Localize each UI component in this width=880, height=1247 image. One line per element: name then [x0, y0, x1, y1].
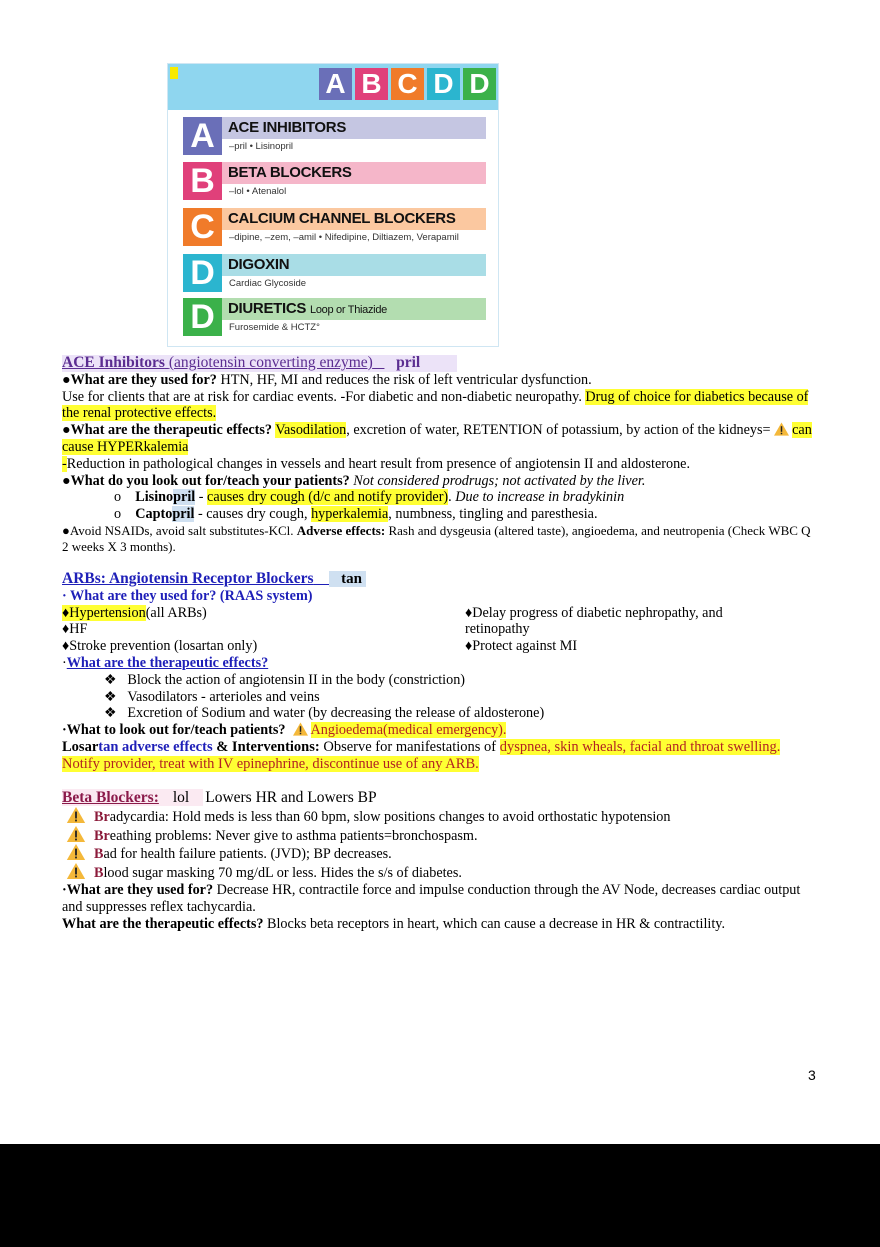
header-letter-d: D [427, 68, 460, 100]
highlight-text: can cause HYPERkalemia [62, 422, 812, 455]
clients-text: Use for clients that are at risk for cardiac events. -For diabetic and non-diabetic neuropathy. [62, 388, 586, 405]
beta-suffix: lol [159, 789, 203, 806]
class-letter: C [183, 208, 222, 246]
answer-text: Blocks beta receptors in heart, which can cause a decrease in HR & contractility. [263, 915, 726, 932]
arb-teach [62, 722, 820, 739]
arb-losartan-adverse [62, 739, 820, 773]
highlight-text: hyperkalemia [311, 506, 389, 523]
ace-clients [62, 389, 820, 423]
answer-text: Decrease HR, contractile force and impulse conduction through the AV Node, decreases cardiac output and suppresses reflex tachycardia. [62, 881, 801, 915]
warning-icon [66, 863, 86, 879]
ace-title-bold: ACE Inhibitors [62, 354, 165, 371]
arb-title-line [62, 571, 820, 588]
arb-title-text: ARBs: Angiotensin Receptor Blockers [62, 570, 314, 587]
item-text: Vasodilators - arterioles and veins [127, 688, 320, 705]
sep: - [195, 489, 208, 506]
arb-use-item: ♦Protect against MI [465, 638, 578, 655]
drug-class-row [183, 208, 486, 246]
item-text: ♦HF [62, 621, 88, 638]
answer-text: HTN, HF, MI and reduces the risk of left ventricular dysfunction. [216, 371, 592, 388]
question-label: ●What are the therapeutic effects? [62, 422, 273, 439]
dot: · [62, 654, 67, 671]
bullet: ❖ [104, 688, 117, 705]
arb-suffix: tan [329, 571, 366, 587]
observe-text: Observe for manifestations of [319, 738, 500, 755]
question-label: What are the therapeutic effects? [66, 654, 269, 671]
header-letter-d: D [463, 68, 496, 100]
beta-warnings-list [62, 807, 820, 882]
header-letter-b: B [355, 68, 388, 100]
class-letter: B [183, 162, 222, 200]
question-label: ●What are they used for? [62, 371, 217, 388]
question-label: ·What to look out for/teach patients? [62, 722, 286, 739]
ace-section [62, 355, 820, 555]
highlight-text: Drug of choice for diabetics because of the renal protective effects. [62, 388, 809, 422]
beta-warning-item [62, 826, 820, 845]
beta-title: Beta Blockers: [62, 789, 159, 806]
highlight-text: causes dry cough (d/c and notify provider) [207, 489, 449, 506]
item-text: (all ARBs) [145, 604, 207, 621]
class-title-text: BETA BLOCKERS [228, 164, 352, 181]
mnemonic-letter: B [94, 846, 104, 863]
class-subtitle: –dipine, –zem, –amil • Nifedipine, Diltiazem, Verapamil [229, 232, 459, 243]
drug-class-row [183, 117, 486, 155]
reduction-text: Reduction in pathological changes in vessels and heart result from presence of angiotensin II and aldosterone. [66, 455, 691, 472]
header-letter-a: A [319, 68, 352, 100]
warning-icon [66, 844, 86, 860]
pre-text: causes dry cough, [206, 506, 312, 523]
losar-text: Losar [62, 738, 99, 755]
drug-class-row [183, 298, 486, 336]
adverse-label: Adverse effects: [296, 522, 386, 538]
drug-suffix: pril [172, 506, 195, 523]
warning-text: adycardia: Hold meds is less than 60 bpm, slow positions changes to avoid orthostatic hypotension [109, 808, 671, 825]
abcdd-drug-classes-image [167, 63, 499, 347]
bullet: o [114, 506, 122, 523]
drug-class-row [183, 254, 486, 292]
beta-used-for [62, 882, 820, 916]
class-title-text: DIURETICS [228, 300, 307, 317]
italic-note: Due to increase in bradykinin [455, 489, 625, 506]
adverse-text: Rash and dysgeusia (altered taste), angioedema, and neutropenia (Check WBC Q 2 weeks X 3 months). [62, 522, 811, 554]
dash: - [62, 455, 67, 472]
drug-name: Lisino [135, 489, 174, 506]
mnemonic-letter: B [94, 865, 104, 882]
arb-therapeutic-item [62, 705, 820, 722]
ace-drug-lisinopril [62, 489, 820, 506]
warning-text: eathing problems: Never give to asthma patients=bronchospasm. [109, 827, 478, 844]
warning-icon [293, 722, 308, 736]
sep: - [194, 506, 207, 523]
highlight-text: Vasodilation [275, 422, 347, 439]
drug-suffix: pril [173, 489, 196, 506]
mnemonic-letter: Br [94, 808, 110, 825]
ace-title [62, 355, 457, 372]
class-title-text: CALCIUM CHANNEL BLOCKERS [228, 210, 456, 227]
class-title-extra: Loop or Thiazide [310, 304, 387, 316]
page-number: 3 [808, 1067, 816, 1083]
item-text: Excretion of Sodium and water (by decreasing the release of aldosterone) [127, 705, 545, 722]
warning-icon [66, 807, 86, 823]
rest-text: , numbness, tingling and paresthesia. [388, 506, 598, 523]
answer-text: Not considered prodrugs; not activated by the liver. [349, 472, 646, 489]
arb-therapeutic-item [62, 672, 820, 689]
ace-avoid-adverse [62, 523, 820, 555]
ace-therapeutic [62, 422, 820, 456]
mnemonic-letter: Br [94, 827, 110, 844]
header-letters [319, 68, 496, 100]
bullet: ❖ [104, 705, 117, 722]
ace-drug-captopril [62, 506, 820, 523]
warning-icon [66, 826, 86, 842]
question-label: ·What are they used for? [62, 881, 214, 898]
item-text: ♦Stroke prevention (losartan only) [62, 638, 258, 655]
arb-title [62, 570, 329, 587]
arb-therapeutic-q [62, 655, 820, 672]
class-letter: A [183, 117, 222, 155]
warning-icon [774, 422, 789, 436]
arb-section [62, 571, 820, 773]
ace-lookout [62, 473, 820, 490]
bullet: o [114, 489, 122, 506]
avoid-text: ●Avoid NSAIDs, avoid salt substitutes-KCl. [62, 522, 297, 538]
card-corner-mark [170, 67, 178, 79]
ace-reduction [62, 456, 820, 473]
interventions-label: & Interventions: [212, 738, 320, 755]
class-subtitle: Cardiac Glycoside [229, 278, 307, 289]
class-title-text: ACE INHIBITORS [228, 119, 347, 136]
highlight-text: Angioedema(medical emergency). [310, 722, 507, 739]
highlight-text: ♦Hypertension [62, 604, 146, 621]
beta-tagline: Lowers HR and Lowers BP [205, 789, 377, 806]
class-title [222, 162, 486, 184]
beta-warning-item [62, 844, 820, 863]
arb-uses-right [465, 605, 765, 655]
drug-class-row [183, 162, 486, 200]
tan-adverse-text: tan adverse effects [98, 738, 213, 755]
warning-text: lood sugar masking 70 mg/dL or less. Hides the s/s of diabetes. [103, 865, 462, 882]
ace-used-for [62, 372, 820, 389]
beta-warning-item [62, 807, 820, 826]
arb-therapeutic-item [62, 689, 820, 706]
arb-uses-columns [62, 605, 820, 655]
beta-therapeutic [62, 916, 820, 933]
ace-suffix: pril [396, 354, 421, 371]
class-letter: D [183, 298, 222, 336]
class-title [222, 208, 486, 230]
beta-warning-item [62, 863, 820, 882]
bullet: ❖ [104, 671, 117, 688]
warning-text: ad for health failure patients. (JVD); BP decreases. [103, 846, 392, 863]
question-label: What are the therapeutic effects? [62, 915, 264, 932]
class-letter: D [183, 254, 222, 292]
question-label: ●What do you look out for/teach your patients? [62, 472, 350, 489]
arb-used-for-q: · What are they used for? (RAAS system) [62, 587, 313, 604]
drug-name: Capto [135, 506, 173, 523]
ace-title-paren: (angiotensin converting enzyme) [168, 354, 373, 371]
item-text: Block the action of angiotensin II in the body (constriction) [127, 671, 466, 688]
arb-use-item: ♦Delay progress of diabetic nephropathy, and retinopathy [465, 604, 723, 638]
highlight-text: dyspnea, skin wheals, facial and throat swelling. Notify provider, treat with IV epinephrine, discontinue use of any ARB. [62, 738, 781, 772]
class-subtitle: –pril • Lisinopril [229, 141, 294, 152]
header-letter-c: C [391, 68, 424, 100]
beta-title-line [62, 790, 820, 807]
class-title [222, 254, 486, 276]
class-subtitle: Furosemide & HCTZ° [229, 322, 320, 333]
class-subtitle: –lol • Atenalol [229, 186, 287, 197]
class-title-text: DIGOXIN [228, 256, 290, 273]
beta-section [62, 790, 820, 932]
rest-text: . [448, 489, 456, 506]
answer-text: , excretion of water, RETENTION of potassium, by action of the kidneys= [346, 422, 775, 439]
class-title [222, 117, 486, 139]
class-title [222, 298, 486, 320]
